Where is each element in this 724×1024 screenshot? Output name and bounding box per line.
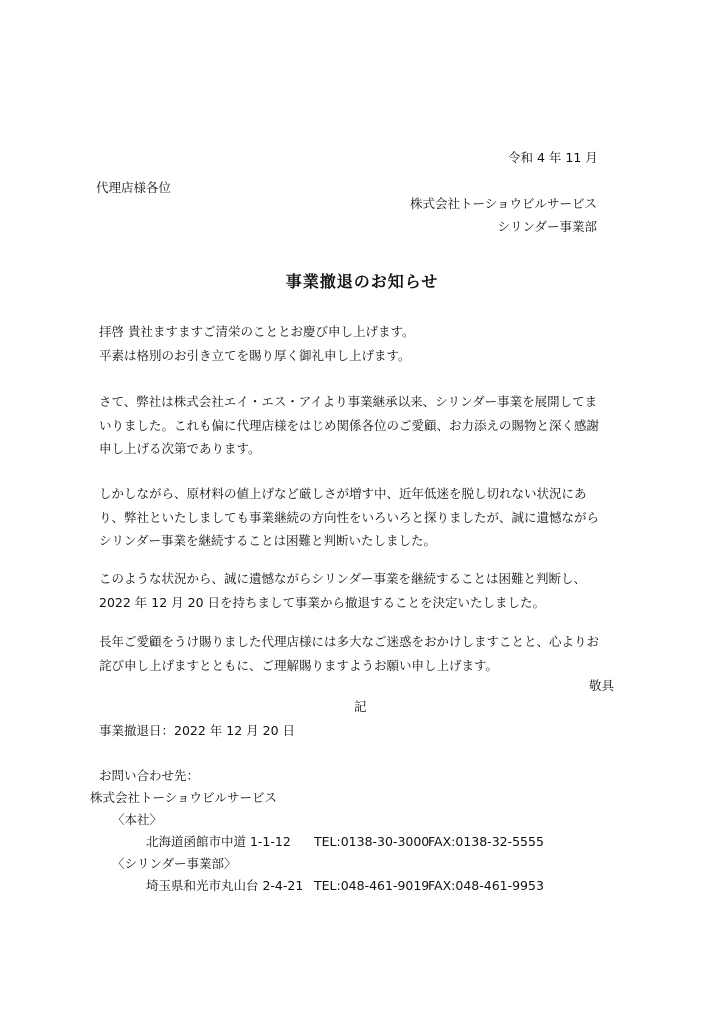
contact-heading: お問い合わせ先： [99,768,200,783]
office-tel-honsha: TEL:0138-30-3000 [314,834,430,849]
body-paragraph-3 [99,567,619,614]
body-line: 申し上げる次第であります。 [99,441,261,456]
body-line: 長年ご愛顧をうけ賜りました代理店様には多大なご迷惑をおかけしますことと、心よりお [99,634,600,649]
closing-keigu: 敬具 [588,678,614,693]
greeting-line: 拝啓 貴社ますますご清栄のこととお慶び申し上げます。 [99,324,415,339]
office-label-cylinder: 〈シリンダー事業部〉 [112,856,237,871]
record-ki: 記 [354,699,367,714]
body-line: いりました。これも偏に代理店様をはじめ関係各位のご愛顧、お力添えの賜物と深く感謝 [99,417,600,433]
office-address-cylinder: 埼玉県和光市丸山台 2-4-21 [146,878,304,893]
body-line: このような状況から、誠に遺憾ながらシリンダー事業を継続することは困難と判断し、 [99,571,587,586]
body-paragraph-1 [99,390,619,461]
office-label-honsha: 〈本社〉 [112,812,163,827]
body-line: シリンダー事業を継続することは困難と判断いたしました。 [99,533,437,548]
contact-company: 株式会社トーショウビルサービス [90,790,278,805]
office-address-honsha: 北海道函館市中道 1-1-12 [146,834,291,849]
document-date: 令和 4 年 11 月 [508,150,598,165]
body-line: さて、弊社は株式会社エイ・エス・アイより事業継承以来、シリンダー事業を展開してま [99,394,598,409]
greeting-paragraph [99,320,619,367]
body-line: しかしながら、原材料の値上げなど厳しさが増す中、近年低迷を脱し切れない状況にあ [99,486,587,501]
withdrawal-date: 事業撤退日：2022 年 12 月 20 日 [99,723,295,738]
office-tel-cylinder: TEL:048-461-9019 [314,878,430,893]
office-fax-cylinder: FAX:048-461-9953 [428,878,544,893]
office-fax-honsha: FAX:0138-32-5555 [428,834,544,849]
body-paragraph-4 [99,630,619,677]
sender-company: 株式会社トーショウビルサービス [409,196,597,211]
body-line: 詫び申し上げますとともに、ご理解賜りますようお願い申し上げます。 [99,657,499,673]
body-paragraph-2 [99,482,619,553]
body-line: 2022 年 12 月 20 日を持ちまして事業から撤退することを決定いたしました。 [99,594,545,610]
recipient: 代理店様各位 [96,180,172,195]
sender-department: シリンダー事業部 [497,219,597,234]
greeting-line: 平素は格別のお引き立てを賜り厚く御礼申し上げます。 [99,347,411,363]
document-title: 事業撤退のお知らせ [285,272,439,291]
body-line: り、弊社といたしましても事業継続の方向性をいろいろと探りましたが、誠に遺憾ながら [99,509,600,525]
